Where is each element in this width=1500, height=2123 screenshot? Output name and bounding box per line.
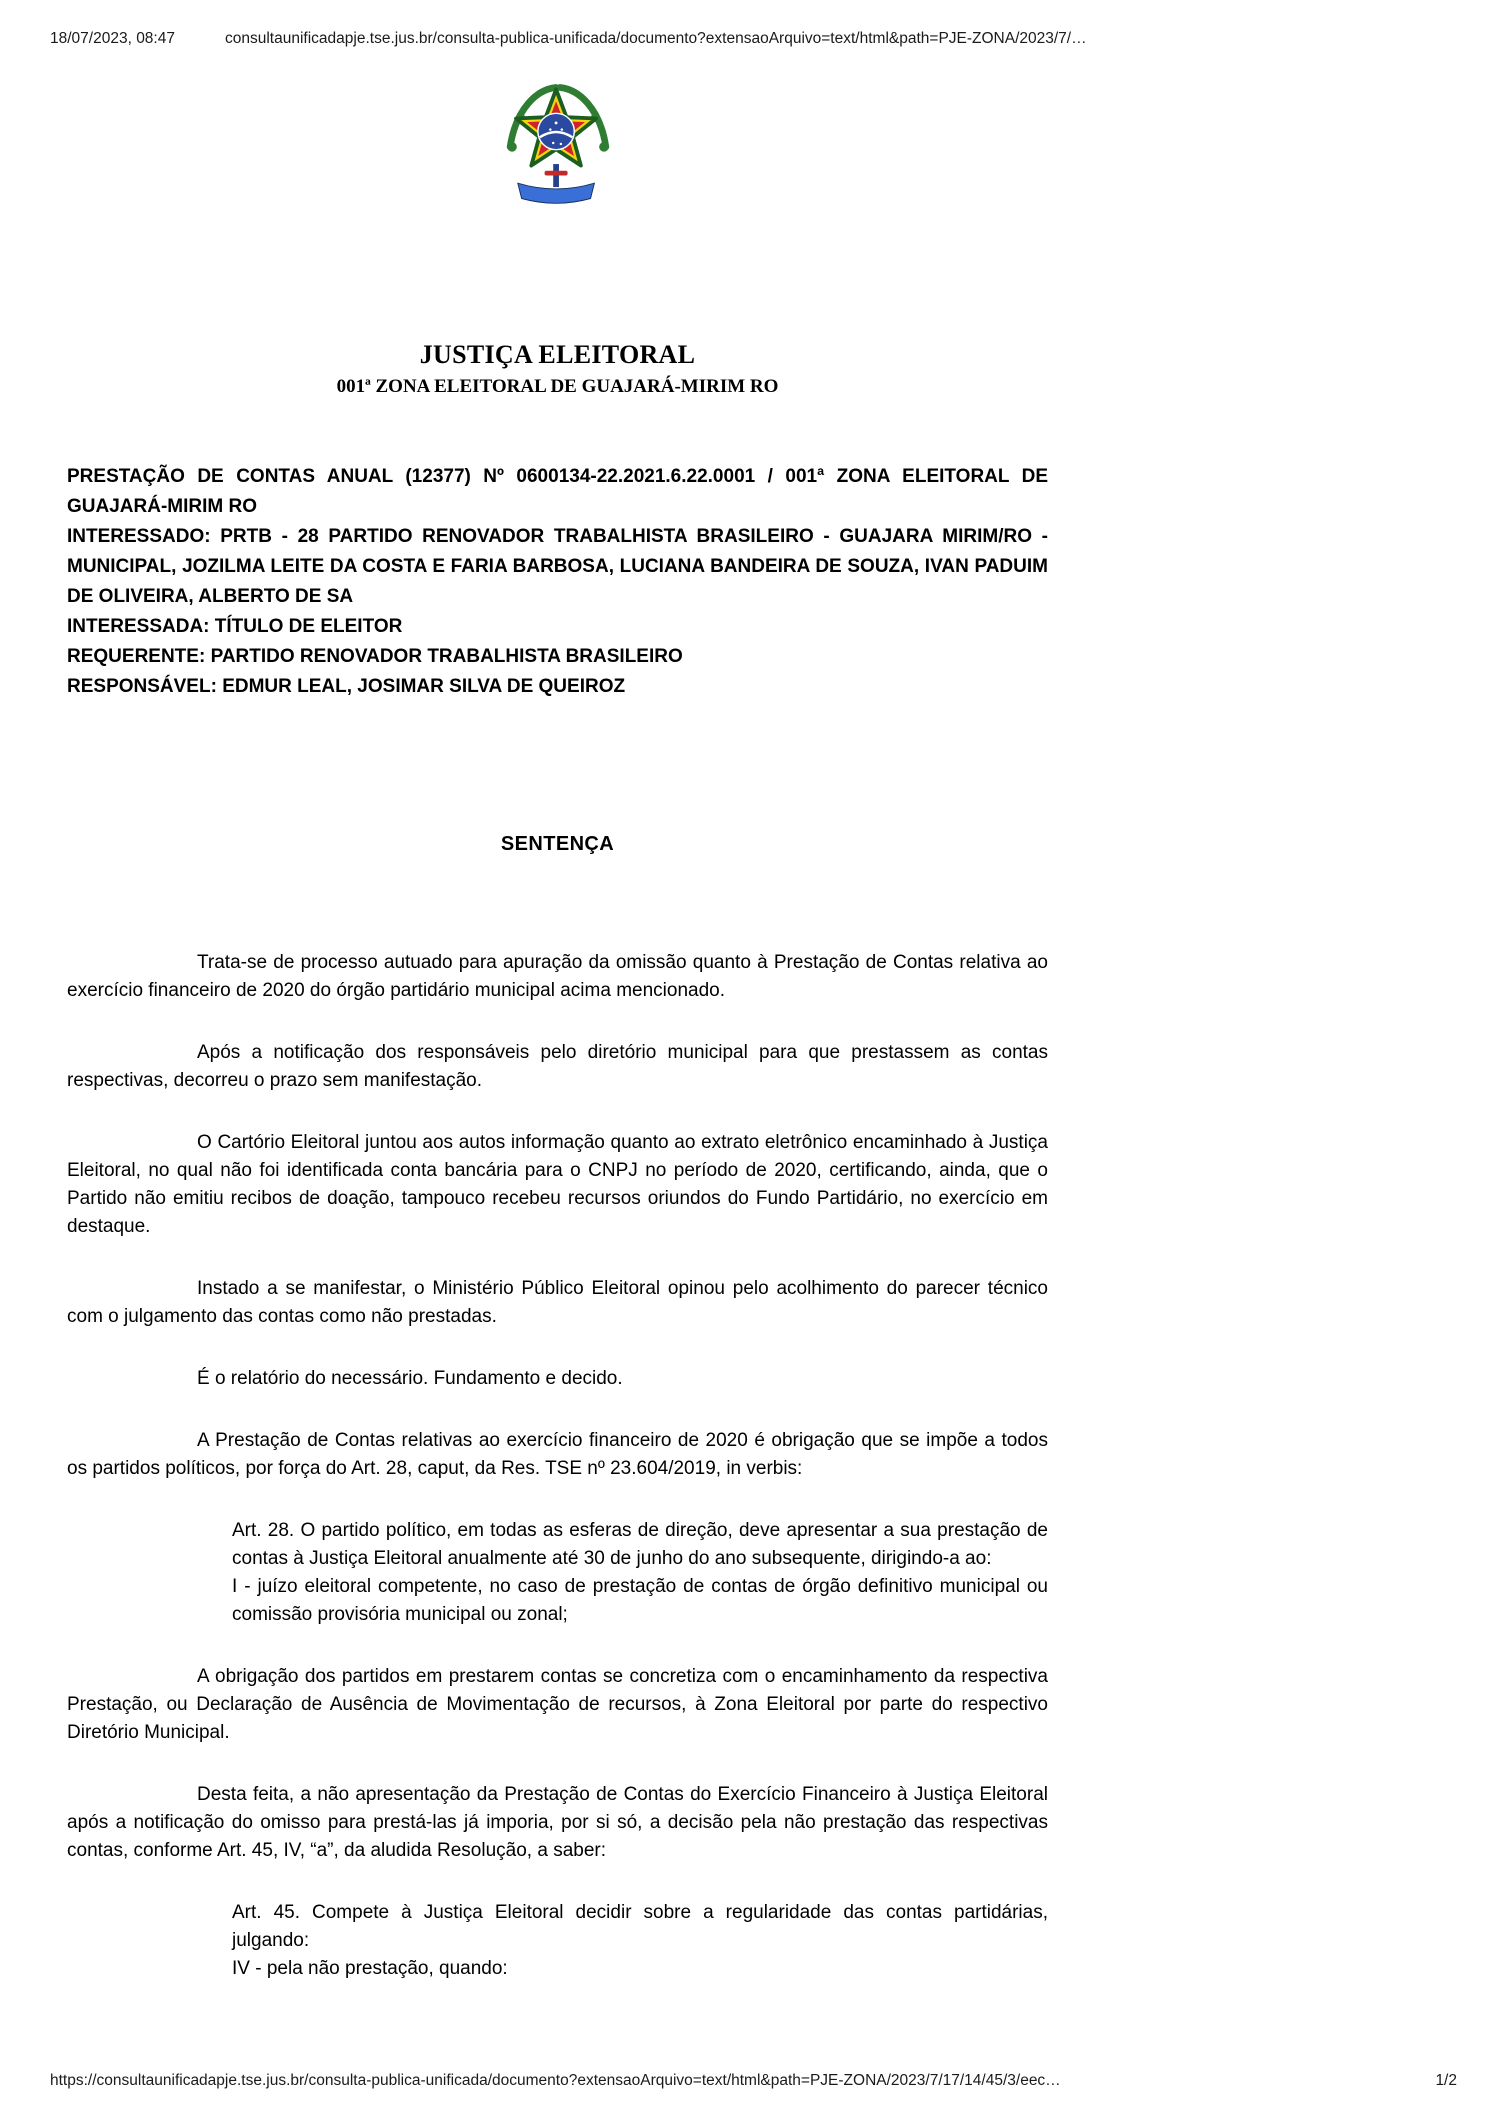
case-info-line-interessada: INTERESSADA: TÍTULO DE ELEITOR [67,616,403,637]
print-footer-page-number: 1/2 [1435,2072,1457,2089]
paragraph: Desta feita, a não apresentação da Prestação de Contas do Exercício Financeiro à Justiça Eleitoral após a notificação do omisso para prestá-las já imporia, por si só, a decisão pela não prestação das respectivas contas, conforme Art. 45, IV, “a”, da aludida Resolução, a saber: [67,1784,1048,1861]
section-title-sentenca: SENTENÇA [500,833,615,855]
print-footer-url: https://consultaunificadapje.tse.jus.br/consulta-publica-unificada/documento?extensaoArquivo=text/html&path=PJE-ZONA/2023/7/17/14/45/3/eec… [50,2072,1061,2089]
paragraph: Após a notificação dos responsáveis pelo diretório municipal para que prestassem as contas respectivas, decorreu o prazo sem manifestação. [67,1042,1048,1091]
paragraph: É o relatório do necessário. Fundamento e decido. [197,1368,623,1389]
case-info-line-requerente: REQUERENTE: PARTIDO RENOVADOR TRABALHISTA BRASILEIRO [67,646,683,667]
case-info-line-number: PRESTAÇÃO DE CONTAS ANUAL (12377) Nº 0600134-22.2021.6.22.0001 / 001ª ZONA ELEITORAL DE GUAJARÁ-MIRIM RO [67,466,1048,517]
case-info-line-responsavel: RESPONSÁVEL: EDMUR LEAL, JOSIMAR SILVA DE QUEIROZ [67,676,626,697]
case-info-line-interessado: INTERESSADO: PRTB - 28 PARTIDO RENOVADOR TRABALHISTA BRASILEIRO - GUAJARA MIRIM/RO - MUNICIPAL, JOZILMA LEITE DA COSTA E FARIA BARBOSA, LUCIANA BANDEIRA DE SOUZA, IVAN PADUIM DE OLIVEIRA, ALBERTO DE SA [67,526,1048,607]
print-header-datetime: 18/07/2023, 08:47 [50,30,175,47]
document-page [67,0,1048,2017]
quote-paragraph: Art. 28. O partido político, em todas as esferas de direção, deve apresentar a sua prestação de contas à Justiça Eleitoral anualmente até 30 de junho do ano subsequente, dirigindo-a ao: I - juízo eleitoral competente, no caso de prestação de contas de órgão definitivo municipal ou comissão provisória municipal ou zonal; [232,1520,1048,1625]
document-body [67,949,1048,1983]
paragraph: Instado a se manifestar, o Ministério Público Eleitoral opinou pelo acolhimento do parecer técnico com o julgamento das contas como não prestadas. [67,1278,1048,1327]
print-header-url: consultaunificadapje.tse.jus.br/consulta-publica-unificada/documento?extensaoArquivo=text/html&path=PJE-ZONA/2023/7/… [225,30,1087,47]
document-subtitle: 001ª ZONA ELEITORAL DE GUAJARÁ-MIRIM RO [336,376,779,397]
case-info-block [67,462,1048,702]
paragraph: A Prestação de Contas relativas ao exercício financeiro de 2020 é obrigação que se impõe a todos os partidos políticos, por força do Art. 28, caput, da Res. TSE nº 23.604/2019, in verbis: [67,1430,1048,1479]
document-title: JUSTIÇA ELEITORAL [419,340,696,369]
quote-paragraph: Art. 45. Compete à Justiça Eleitoral decidir sobre a regularidade das contas partidárias, julgando: IV - pela não prestação, quando: [232,1902,1048,1979]
paragraph: A obrigação dos partidos em prestarem contas se concretiza com o encaminhamento da respectiva Prestação, ou Declaração de Ausência de Movimentação de recursos, à Zona Eleitoral por parte do respectivo Diretório Municipal. [67,1666,1048,1743]
paragraph: Trata-se de processo autuado para apuração da omissão quanto à Prestação de Contas relativa ao exercício financeiro de 2020 do órgão partidário municipal acima mencionado. [67,952,1048,1001]
paragraph: O Cartório Eleitoral juntou aos autos informação quanto ao extrato eletrônico encaminhado à Justiça Eleitoral, no qual não foi identificada conta bancária para o CNPJ no período de 2020, certificando, ainda, que o Partido não emitiu recibos de doação, tampouco recebeu recursos oriundos do Fundo Partidário, no exercício em destaque. [67,1132,1048,1237]
brazil-coat-of-arms-icon [499,76,617,210]
